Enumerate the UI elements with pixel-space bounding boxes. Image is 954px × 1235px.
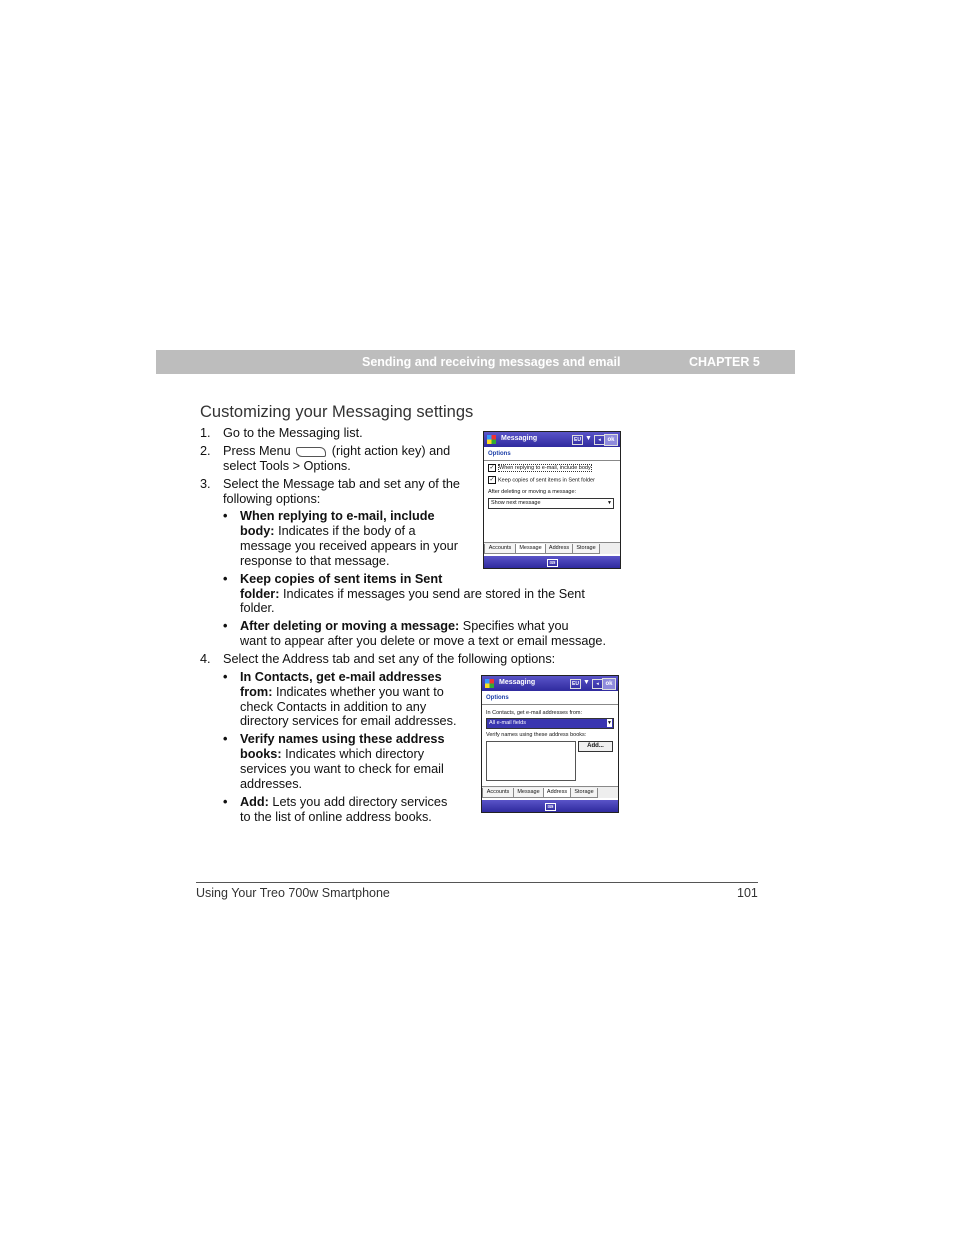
option-name (240, 572, 442, 587)
keyboard-status-icon: EU (570, 679, 581, 689)
tab-strip (484, 542, 620, 554)
step-text: Select the Message tab and set any of the (223, 477, 460, 491)
option-desc (240, 747, 424, 762)
bullet-icon: • (223, 732, 228, 746)
windows-logo-icon (485, 679, 494, 688)
option-name (240, 619, 569, 634)
address-tab-screenshot (481, 675, 619, 813)
tab-address[interactable]: Address (543, 788, 571, 798)
option-name-bold: In Contacts, get e-mail addresses (240, 670, 442, 684)
option-desc: directory services for email addresses. (240, 714, 457, 728)
step-text-part: Press Menu (223, 444, 291, 458)
after-deleting-label: After deleting or moving a message: (488, 489, 577, 495)
option-desc (240, 587, 585, 602)
options-heading: Options (488, 451, 511, 457)
add-button[interactable]: Add... (578, 741, 613, 752)
reply-include-body-checkbox[interactable] (488, 464, 592, 472)
option-desc: addresses. (240, 777, 303, 791)
step-text-part: (right action key) and (331, 444, 451, 458)
keyboard-icon[interactable]: ⌨ (547, 559, 558, 567)
ok-button[interactable]: ok (604, 434, 618, 446)
step-number: 3. (200, 477, 211, 491)
option-name-bold: body: (240, 524, 275, 538)
option-name-bold: Verify names using these address (240, 732, 445, 746)
checkbox-label: Keep copies of sent items in Sent folder (498, 477, 595, 484)
step-number: 1. (200, 426, 211, 440)
address-books-list[interactable] (486, 741, 576, 781)
option-name (240, 670, 442, 685)
phone-command-bar (484, 556, 620, 568)
option-name-bold: When replying to e-mail, include (240, 509, 435, 523)
option-desc-text: Lets you add directory services (268, 795, 448, 809)
phone-command-bar (482, 800, 618, 812)
tab-storage[interactable]: Storage (572, 544, 600, 554)
footer-divider (196, 882, 758, 883)
option-desc: want to appear after you delete or move a text or email message. (240, 634, 607, 648)
contacts-addresses-label: In Contacts, get e-mail addresses from: (486, 710, 582, 716)
step-text (223, 444, 450, 459)
option-name (240, 732, 445, 747)
option-name-bold: Add: (240, 795, 269, 809)
step-text: select Tools > Options. (223, 459, 351, 473)
option-desc: message you received appears in your (240, 539, 458, 553)
tab-accounts[interactable]: Accounts (482, 788, 514, 798)
option-desc: check Contacts in addition to any (240, 700, 427, 714)
dropdown-value: Show next message (491, 500, 541, 506)
page-title: Customizing your Messaging settings (200, 403, 474, 421)
option-desc (240, 524, 416, 539)
step-text: Select the Address tab and set any of the following options: (223, 652, 556, 666)
menu-key-icon (296, 447, 326, 457)
keyboard-status-icon: EU (572, 435, 583, 445)
bullet-icon: • (223, 572, 228, 586)
dropdown-arrow-icon: ▼ (607, 500, 612, 506)
windows-logo-icon (487, 435, 496, 444)
option-desc (240, 685, 444, 700)
page-number: 101 (737, 886, 758, 900)
tab-accounts[interactable]: Accounts (484, 544, 516, 554)
verify-names-label: Verify names using these address books: (486, 732, 587, 738)
bullet-icon: • (223, 509, 228, 523)
tab-message[interactable]: Message (513, 788, 544, 798)
option-name (240, 795, 447, 810)
option-name (240, 509, 435, 524)
phone-title-bar (484, 432, 620, 447)
speaker-icon: ◂ (592, 679, 603, 689)
option-desc-text: Indicates if messages you send are stored in the Sent (279, 587, 585, 601)
divider (482, 704, 618, 705)
options-heading: Options (486, 695, 509, 701)
step-number: 4. (200, 652, 211, 666)
phone-app-title: Messaging (501, 435, 538, 442)
ok-button[interactable]: ok (602, 678, 616, 690)
option-desc: folder. (240, 601, 275, 615)
bullet-icon: • (223, 670, 228, 684)
bullet-icon: • (223, 795, 228, 809)
option-desc: services you want to check for email (240, 762, 444, 776)
after-deleting-dropdown[interactable] (488, 498, 614, 509)
keep-sent-copies-checkbox[interactable] (488, 476, 595, 484)
step-number: 2. (200, 444, 211, 458)
checkmark-icon: ✓ (489, 477, 495, 483)
step-text: Go to the Messaging list. (223, 426, 363, 440)
dropdown-arrow-icon: ▼ (607, 720, 612, 726)
phone-app-title: Messaging (499, 679, 536, 686)
option-name-bold: Keep copies of sent items in Sent (240, 572, 443, 586)
contacts-addresses-dropdown[interactable] (486, 718, 614, 729)
option-name-bold: from: (240, 685, 273, 699)
step-text: following options: (223, 492, 321, 506)
phone-title-bar (482, 676, 618, 691)
bullet-icon: • (223, 619, 228, 633)
checkmark-icon: ✓ (489, 465, 495, 471)
section-title: Sending and receiving messages and email (362, 355, 621, 369)
tab-message[interactable]: Message (515, 544, 546, 554)
option-desc-text: Indicates which directory (281, 747, 425, 761)
chapter-header-bar (156, 350, 795, 374)
option-desc: response to that message. (240, 554, 390, 568)
option-desc-text: Specifies what you (459, 619, 569, 633)
message-tab-screenshot (483, 431, 621, 569)
speaker-icon: ◂ (594, 435, 605, 445)
option-name-bold: books: (240, 747, 282, 761)
signal-icon: ▼ (585, 435, 592, 442)
option-desc-text: Indicates whether you want to (272, 685, 444, 699)
signal-icon: ▼ (583, 679, 590, 686)
checkbox-label: When replying to e-mail, include body (499, 465, 591, 472)
option-name-bold: folder: (240, 587, 280, 601)
tab-storage[interactable]: Storage (570, 788, 598, 798)
chapter-label: CHAPTER 5 (689, 355, 760, 369)
tab-address[interactable]: Address (545, 544, 573, 554)
option-desc-text: Indicates if the body of a (274, 524, 416, 538)
option-name-bold: After deleting or moving a message: (240, 619, 460, 633)
keyboard-icon[interactable]: ⌨ (545, 803, 556, 811)
footer-book-title: Using Your Treo 700w Smartphone (196, 886, 390, 900)
tab-strip (482, 786, 618, 798)
divider (484, 460, 620, 461)
dropdown-value: All e-mail fields (489, 720, 526, 726)
option-desc: to the list of online address books. (240, 810, 432, 824)
